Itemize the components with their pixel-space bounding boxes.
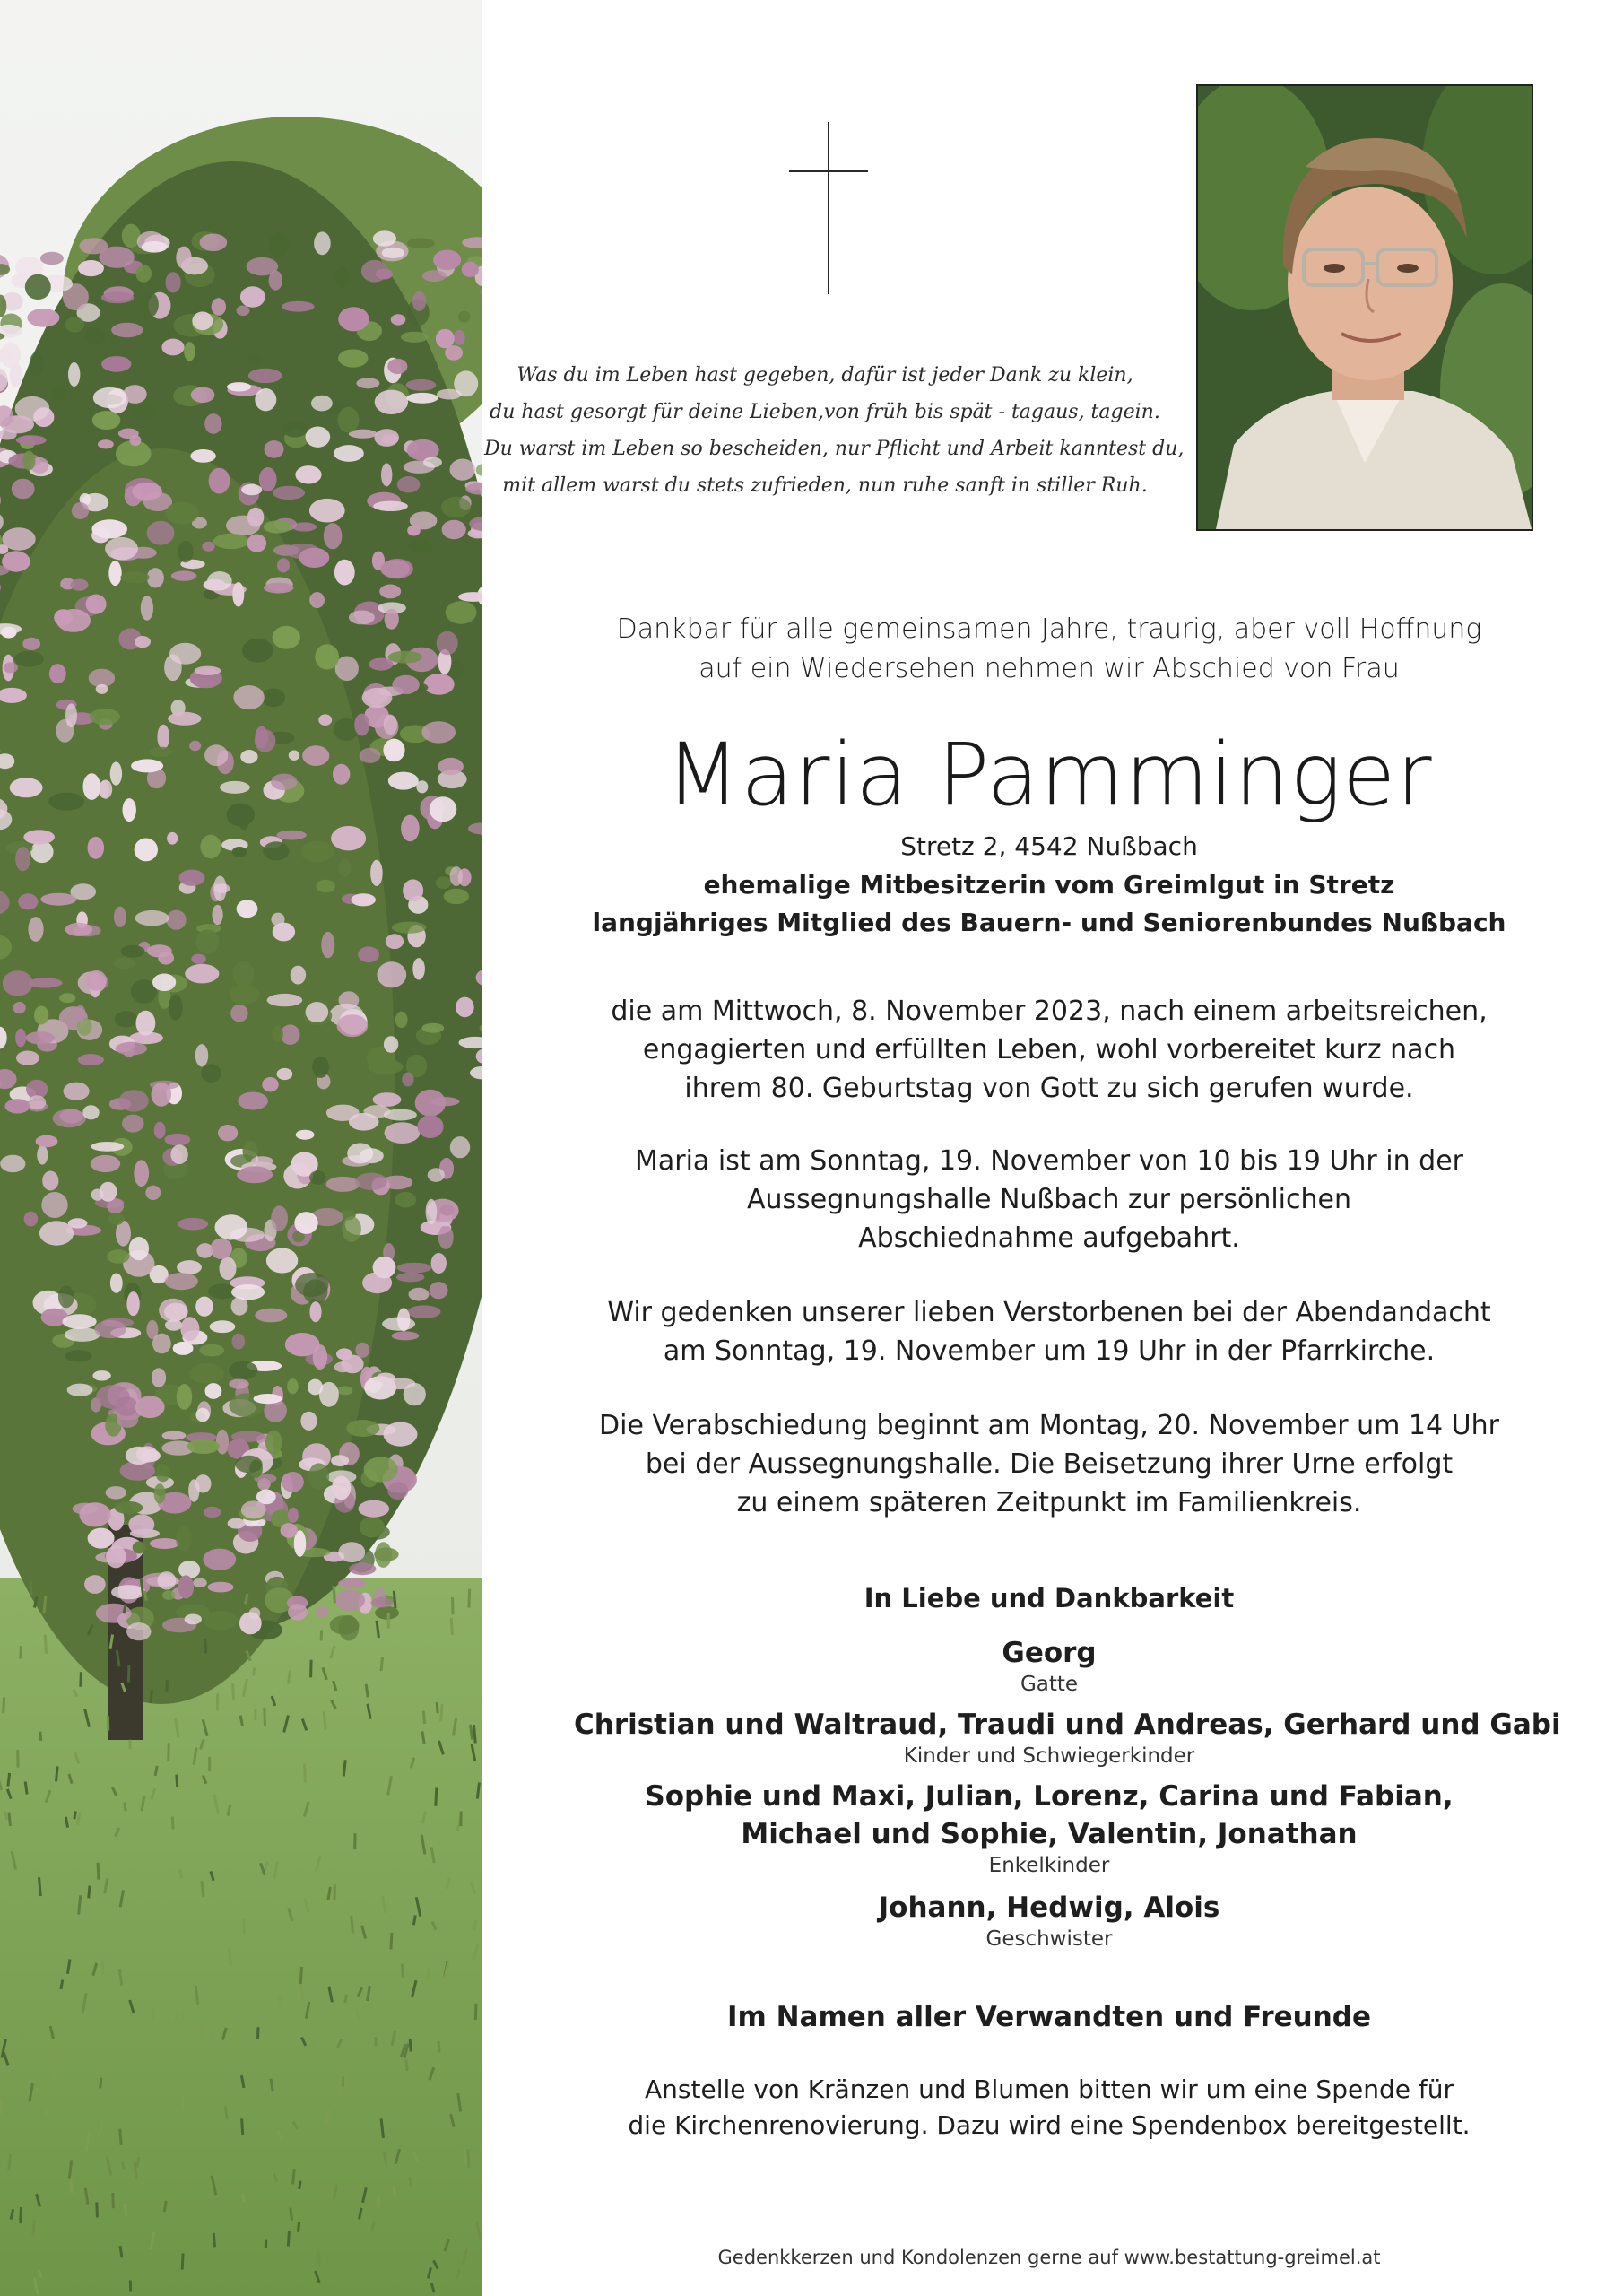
evening-service-paragraph xyxy=(574,1293,1524,1370)
paragraph-line: Maria ist am Sonntag, 19. November von 10 bis 19 Uhr in der xyxy=(635,1145,1463,1177)
intro-text xyxy=(574,610,1524,689)
family-relation: Geschwister xyxy=(985,1927,1113,1951)
paragraph-line: Aussegnungshalle Nußbach zur persönlichen xyxy=(746,1184,1351,1215)
farewell-paragraph xyxy=(574,1406,1524,1522)
family-names: Sophie und Maxi, Julian, Lorenz, Carina und Fabian, xyxy=(645,1780,1454,1813)
verse-line: du hast gesorgt für deine Lieben,von früh bis spät - tagaus, tagein. xyxy=(490,401,1160,423)
donation-line: die Kirchenrenovierung. Dazu wird eine Spendenbox bereitgestellt. xyxy=(628,2110,1471,2140)
paragraph-line: Abschiednahme aufgebahrt. xyxy=(858,1222,1240,1254)
role-line: ehemalige Mitbesitzerin vom Greimlgut in Stretz xyxy=(703,870,1395,900)
family-relation: Enkelkinder xyxy=(988,1854,1110,1877)
family-names: Michael und Sophie, Valentin, Jonathan xyxy=(741,1818,1358,1850)
relatives-closing: Im Namen aller Verwandten und Freunde xyxy=(726,2001,1372,2033)
family-relation: Gatte xyxy=(1020,1673,1079,1696)
intro-line: auf ein Wiedersehen nehmen wir Abschied von Frau xyxy=(699,653,1400,684)
paragraph-line: bei der Aussegnungshalle. Die Beisetzung ihrer Urne erfolgt xyxy=(645,1448,1454,1480)
family-relation: Kinder und Schwiegerkinder xyxy=(903,1744,1195,1768)
viewing-paragraph xyxy=(574,1142,1524,1257)
verse-line: Was du im Leben hast gegeben, dafür ist jeder Dank zu klein, xyxy=(516,364,1133,387)
donation-note xyxy=(574,2072,1524,2144)
intro-line: Dankbar für alle gemeinsamen Jahre, traurig, aber voll Hoffnung xyxy=(616,613,1482,645)
donation-line: Anstelle von Kränzen und Blumen bitten wir um eine Spende für xyxy=(645,2074,1454,2104)
verse-line: Du warst im Leben so bescheiden, nur Pflicht und Arbeit kanntest du, xyxy=(484,438,1185,460)
family-names: Johann, Hedwig, Alois xyxy=(878,1892,1220,1924)
verse-line: mit allem warst du stets zufrieden, nun ruhe sanft in stiller Ruh. xyxy=(502,474,1148,497)
paragraph-line: die am Mittwoch, 8. November 2023, nach einem arbeitsreichen, xyxy=(611,996,1488,1027)
deceased-address: Stretz 2, 4542 Nußbach xyxy=(900,831,1198,861)
deceased-name: Maria Pamminger xyxy=(665,725,1433,825)
paragraph-line: engagierten und erfüllten Leben, wohl vorbereitet kurz nach xyxy=(642,1034,1456,1065)
paragraph-line: am Sonntag, 19. November um 19 Uhr in der Pfarrkirche. xyxy=(663,1335,1436,1367)
paragraph-line: ihrem 80. Geburtstag von Gott zu sich gerufen wurde. xyxy=(684,1073,1414,1104)
paragraph-line: Wir gedenken unserer lieben Verstorbenen bei der Abendandacht xyxy=(607,1297,1491,1328)
paragraph-line: Die Verabschiedung beginnt am Montag, 20. November um 14 Uhr xyxy=(599,1410,1499,1441)
condolence-footer: Gedenkkerzen und Kondolenzen gerne auf www.bestattung-greimel.at xyxy=(717,2247,1381,2268)
paragraph-line: zu einem späteren Zeitpunkt im Familienkreis. xyxy=(736,1487,1362,1518)
death-notice-paragraph xyxy=(574,992,1524,1108)
family-group-spouse xyxy=(574,1634,1524,1697)
mourners-closing: In Liebe und Dankbarkeit xyxy=(864,1583,1235,1613)
cross-icon xyxy=(789,122,868,294)
deceased-roles xyxy=(574,866,1524,942)
family-group-children xyxy=(574,1706,1561,1769)
family-names: Christian und Waltraud, Traudi und Andreas, Gerhard und Gabi xyxy=(574,1709,1561,1741)
memorial-verse xyxy=(484,357,1185,504)
family-group-grandchildren xyxy=(574,1778,1524,1878)
flowering-shrub-photo xyxy=(0,0,482,2296)
family-names: Georg xyxy=(1002,1637,1097,1669)
family-group-siblings xyxy=(574,1889,1524,1952)
portrait-photo xyxy=(1196,84,1533,531)
role-line: langjähriges Mitglied des Bauern- und Seniorenbundes Nußbach xyxy=(592,908,1506,937)
